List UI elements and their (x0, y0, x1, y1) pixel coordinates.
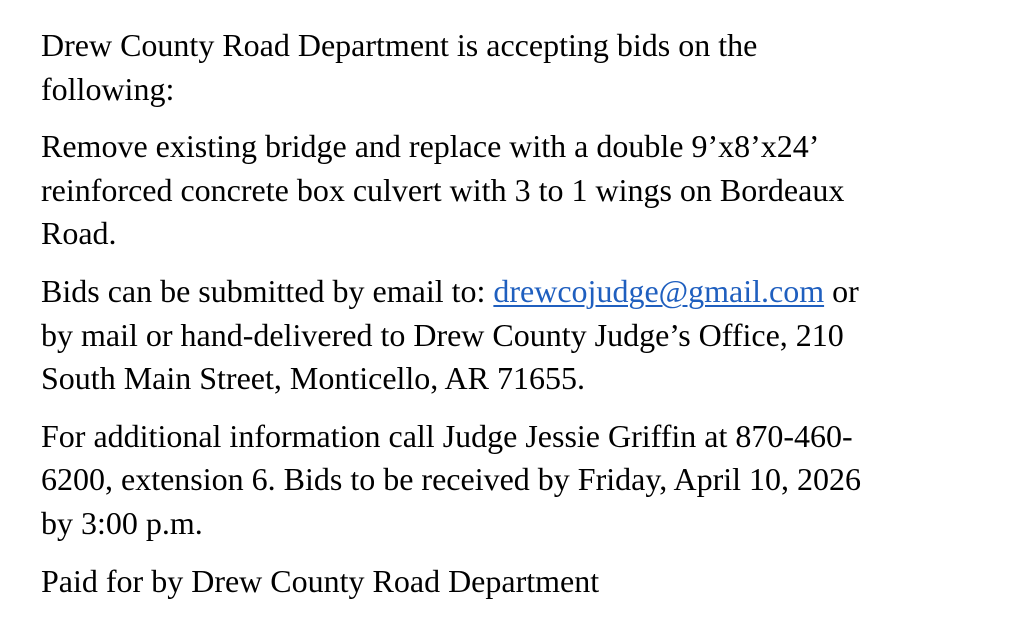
paid-for-paragraph (41, 560, 1001, 604)
submission-suffix: or (824, 272, 859, 309)
project-line-1: Remove existing bridge and replace with a double 9’x8’x24’ (41, 128, 820, 165)
submission-paragraph (41, 270, 1001, 401)
contact-line-2: 6200, extension 6. Bids to be received by Friday, April 10, 2026 (41, 461, 862, 498)
contact-line-3: by 3:00 p.m. (41, 504, 203, 541)
intro-paragraph (41, 24, 1001, 111)
project-paragraph (41, 125, 1001, 256)
submission-line-3: South Main Street, Monticello, AR 71655. (41, 360, 585, 397)
paid-for-line: Paid for by Drew County Road Department (41, 562, 600, 599)
project-line-2: reinforced concrete box culvert with 3 to 1 wings on Bordeaux (41, 171, 845, 208)
submission-prefix: Bids can be submitted by email to: (41, 272, 494, 309)
project-line-3: Road. (41, 215, 117, 252)
contact-paragraph (41, 415, 1001, 546)
submission-line-2: by mail or hand-delivered to Drew County Judge’s Office, 210 (41, 316, 844, 353)
email-link[interactable]: drewcojudge@gmail.com (493, 272, 825, 309)
intro-line-2: following: (41, 70, 175, 107)
contact-line-1: For additional information call Judge Jessie Griffin at 870-460- (41, 417, 853, 454)
bid-notice (41, 24, 1001, 617)
intro-line-1: Drew County Road Department is accepting bids on the (41, 27, 758, 63)
submission-line-1 (41, 270, 1001, 314)
